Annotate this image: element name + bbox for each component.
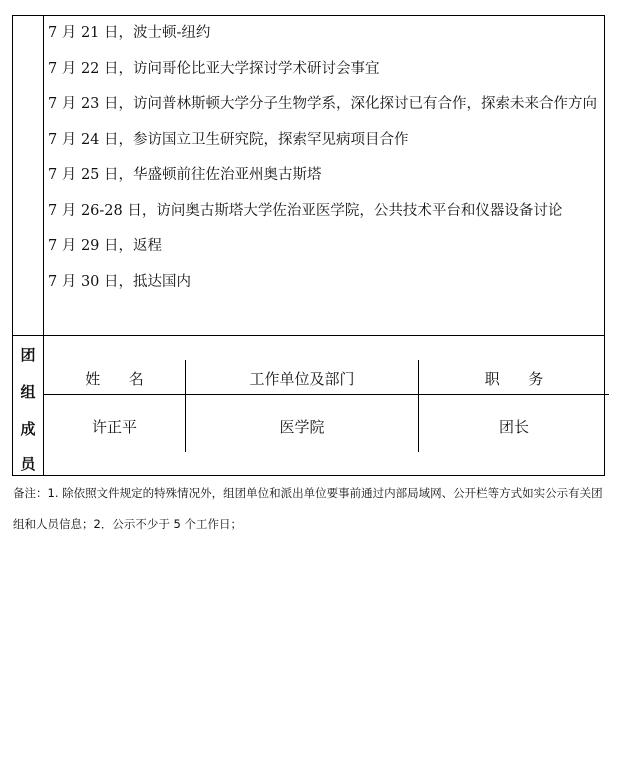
itinerary-item: 7 月 30 日，抵达国内	[48, 273, 192, 290]
members-section-label	[13, 336, 43, 476]
member-unit: 医学院	[279, 418, 325, 436]
members-table	[44, 336, 605, 476]
label-char: 团	[20, 346, 36, 364]
document-table	[12, 15, 605, 476]
label-char: 成	[20, 420, 36, 438]
members-header-divider	[44, 394, 609, 395]
itinerary-item: 7 月 21 日，波士顿-纽约	[48, 25, 211, 41]
itinerary-item: 7 月 29 日，返程	[48, 238, 163, 254]
header-position: 职 务	[484, 370, 544, 388]
itinerary-item: 7 月 25 日，华盛顿前往佐治亚州奥古斯塔	[48, 167, 322, 183]
header-unit: 工作单位及部门	[249, 370, 355, 388]
itinerary-item: 7 月 26-28 日，访问奥古斯塔大学佐治亚医学院，公共技术平台和仪器设备讨论	[48, 202, 563, 219]
itinerary-list	[48, 16, 604, 300]
member-name: 许正平	[91, 418, 137, 436]
itinerary-item: 7 月 22 日，访问哥伦比亚大学探讨学术研讨会事宜	[48, 60, 380, 77]
label-char: 员	[20, 455, 36, 473]
header-name: 姓 名	[85, 370, 144, 388]
itinerary-item: 7 月 24 日，参访国立卫生研究院，探索罕见病项目合作	[48, 131, 409, 148]
itinerary-item: 7 月 23 日，访问普林斯顿大学分子生物学系，深化探讨已有合作，探索未来合作方向	[48, 96, 598, 112]
label-char: 组	[20, 383, 36, 401]
member-position: 团长	[498, 418, 529, 436]
footnote: 备注：1. 除依照文件规定的特殊情况外，组团单位和派出单位要事前通过内部局域网、公开栏等方式如实公示有关团组和人员信息；2．公示不少于 5 个工作日；	[13, 486, 603, 531]
